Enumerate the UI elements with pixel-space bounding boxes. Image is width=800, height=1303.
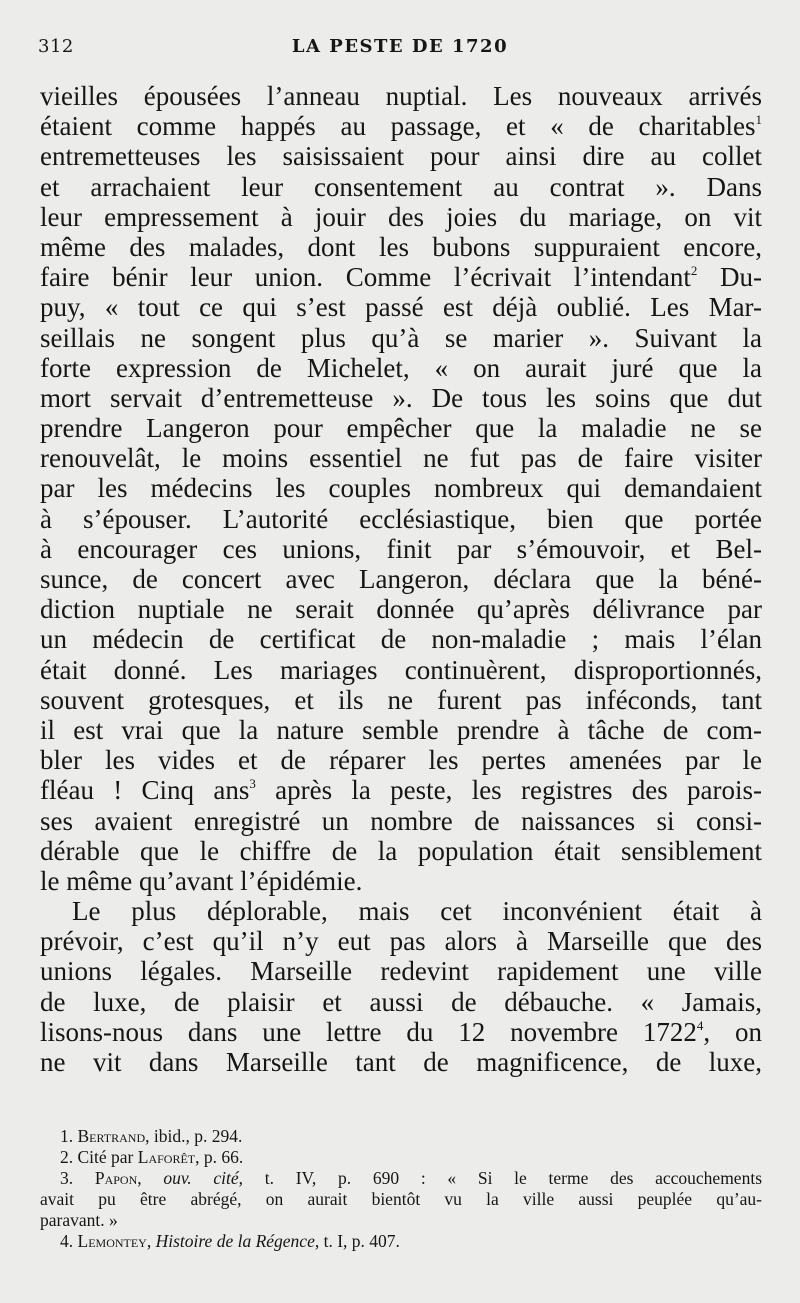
footnote-ref: 1 [755,112,762,128]
text-line: faire bénir leur union. Comme l’écrivait l’intendant$^2$ Du- [40,262,763,293]
text-line: mort servait d’entremetteuse ». De tous les soins que dut [40,382,762,413]
text-line: unions légales. Marseille redevint rapidement une ville [40,956,762,987]
footnotes [40,1126,762,1252]
text-line: leur empressement à jouir des joies du mariage, on vit [40,201,762,232]
text-line: dérable que le chiffre de la population était sensiblement [40,835,762,866]
footnote-ref: 3 [249,776,256,792]
text-line: lisons-nous dans une lettre du 12 novembre 1722$^4$, on [40,1016,762,1047]
text-line: souvent grotesques, et ils ne furent pas inféconds, tant [40,684,762,715]
footnote-2: 2. Cité par Laforêt, p. 66. [60,1147,244,1167]
text-line: il est vrai que la nature semble prendre à tâche de com- [40,714,762,745]
text-line: le même qu’avant l’épidémie. [40,865,363,896]
footnote-3-continued: avait pu être abrégé, on aurait bientôt vu la ville aussi peuplée qu’au- [40,1189,762,1209]
text-line: prendre Langeron pour empêcher que la maladie ne se [40,413,762,444]
text-line: à s’épouser. L’autorité ecclésiastique, bien que portée [40,503,762,534]
text-line: un médecin de certificat de non-maladie ; mais l’élan [40,624,762,655]
footnote-ref: 4 [696,1017,704,1033]
text-line: puy, « tout ce qui s’est passé est déjà oublié. Les Mar- [40,292,762,323]
text-line: de luxe, de plaisir et aussi de débauche. « Jamais, [40,986,762,1017]
footnote-4: 4. Lemontey, Histoire de la Régence, t. I, p. 407. [60,1231,400,1251]
text-line: vieilles épousées l’anneau nuptial. Les nouveaux arrivés [40,81,762,111]
text-line: à encourager ces unions, finit par s’émouvoir, et Bel- [40,533,762,564]
footnote-1: 1. Bertrand, ibid., p. 294. [60,1126,243,1146]
text-line: même des malades, dont les bubons suppuraient encore, [40,231,762,262]
running-title: LA PESTE DE 1720 [291,36,509,57]
text-line: étaient comme happés au passage, et « de charitables$^1$ [40,111,762,142]
footnote-3-continued: paravant. » [40,1210,118,1230]
text-line: renouvelât, le moins essentiel ne fut pas de faire visiter [40,443,762,474]
text-line: entremetteuses les saisissaient pour ainsi dire au collet [40,141,762,172]
text-line: seillais ne songent plus qu’à se marier ». Suivant la [40,322,762,353]
text-line: forte expression de Michelet, « on aurait juré que la [40,352,762,383]
text-line: était donné. Les mariages continuèrent, disproportionnés, [40,654,762,685]
text-line: sunce, de concert avec Langeron, déclara que la béné- [40,564,762,594]
text-line: et arrachaient leur consentement au contrat ». Dans [40,171,762,202]
text-line: ne vit dans Marseille tant de magnificence, de luxe, [40,1047,762,1077]
text-line: par les médecins les couples nombreux qui demandaient [40,473,762,504]
text-line: fléau ! Cinq ans$^3$ après la peste, les registres des parois- [40,775,763,806]
text-line: diction nuptiale ne serait donnée qu’après délivrance par [40,594,762,625]
footnote-ref: 2 [690,263,698,279]
page-number: 312 [38,36,74,57]
text-line: bler les vides et de réparer les pertes amenées par le [40,745,762,776]
body-text [40,81,762,1077]
text-line: ses avaient enregistré un nombre de naissances si consi- [40,805,762,836]
footnote-3: 3. Papon, ouv. cité, t. IV, p. 690 : « Si le terme des accouchements [60,1168,763,1188]
text-line: Le plus déplorable, mais cet inconvénient était à [72,896,762,927]
text-line: prévoir, c’est qu’il n’y eut pas alors à Marseille que des [40,926,762,957]
